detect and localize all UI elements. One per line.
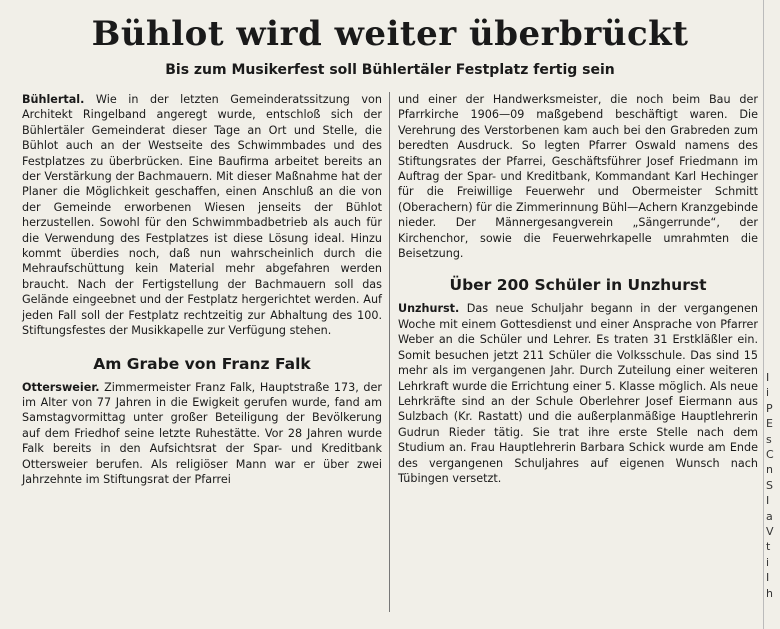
fragment-line: a <box>766 509 773 523</box>
fragment-line: I <box>766 571 770 585</box>
fragment-line: I <box>766 494 770 508</box>
article-buehlot-body: Wie in der letzten Gemeinderatssitzung von Architekt Ringelband angeregt wurde, entschloß sich der Bühlertäler Gemeinderat dieser Tage an Ort und Stelle, die Bühlot auch an der Westseite des Schwimmbades und des Festplatzes zu überbrücken. Eine Baufirma arbeitet bereits an der Verstärkung der Bachmauern. Mit dieser Maßnahme hat der Planer die Möglichkeit geschaffen, einen Anschluß an die von der Gemeinde erworbenen Wiesen jenseits der Bühlot herzustellen. Sowohl für den Schwimmbadbetrieb als auch für die Verwendung des Festplatzes ist diese Lösung ideal. Hinzu kommt überdies noch, daß nun wahrscheinlich durch die Mehraufschüttung kein Material mehr abgefahren werden braucht. Nach der Fertigstellung der Bachmauern soll das Gelände eingeebnet und der Festplatz hergerichtet werden. Auf jeden Fall soll der Festplatz rechtzeitig zur Abhaltung des 100. Stiftungsfestes der Musikkapelle zur Verfügung stehen. <box>22 93 382 338</box>
fragment-line: t <box>766 540 771 554</box>
section-title-falk: Am Grabe von Franz Falk <box>93 354 311 373</box>
adjacent-column-fragment <box>766 370 780 601</box>
article-falk-body-left: Zimmermeister Franz Falk, Hauptstraße 173, der im Alter von 77 Jahren in die Ewigkeit gerufen wurde, fand am Samstagvormittag unter großer Beteiligung der Bevölkerung auf dem Friedhof seine letzte Ruhestätte. Vor 28 Jahren wurde Falk bereits in den Aufsichtsrat der Spar- und Kreditbank Ottersweier berufen. Als religiöser Mann war er über zwei Jahrzehnte im Stiftungsrat der Pfarrei <box>22 380 383 486</box>
fragment-line: h <box>766 586 773 600</box>
article-unzhurst-paragraph <box>398 301 758 486</box>
section-title-unzhurst: Über 200 Schüler in Unzhurst <box>449 276 707 295</box>
fragment-line: C <box>766 448 774 462</box>
article-falk-continuation: und einer der Handwerksmeister, die noch beim Bau der Pfarrkirche 1906—09 maßgebend beschäftigt waren. Die Verehrung des Verstorbenen kam auch bei den Grabreden zum beredten Ausdruck. So legten Pfarrer Oswald namens des Stiftungsrates der Pfarrei, Geschäftsführer Josef Friedmann im Auftrag der Spar- und Kreditbank, Kommandant Karl Hechinger für die Freiwillige Feuerwehr und Obermeister Schmitt (Oberachern) für die Zimmerinnung Bühl—Achern Kranzgebinde nieder. Der Männergesangverein „Sängerrunde“, der Kirchenchor, sowie die Feuerwehrkapelle umrahmten die Beisetzung. <box>398 93 758 261</box>
article-buehlot-paragraph <box>22 92 382 339</box>
fragment-line: S <box>766 478 773 492</box>
fragment-line: I <box>766 371 770 384</box>
fragment-line: P <box>766 401 773 415</box>
fragment-line: E <box>766 417 773 431</box>
right-column <box>398 92 758 486</box>
fragment-line: i <box>766 555 770 569</box>
article-falk-paragraph <box>22 380 382 488</box>
article-unzhurst-body: Das neue Schuljahr begann in der vergangenen Woche mit einem Gottesdienst und einer Ansprache von Pfarrer Weber an die Schüler und Lehrer. Es traten 31 Erstkläßler ein. Somit besuchen jetzt 211 Schüler die Volksschule. Das sind 15 mehr als im vergangenen Jahr. Durch Zuteilung einer weiteren Lehrkraft wurde die Errichtung einer 5. Klasse möglich. Als neue Lehrkräfte sind an der Schule Oberlehrer Josef Eiermann aus Sulzbach (Kr. Rastatt) und die außerplanmäßige Hauptlehrerin Gudrun Rieder tätig. Sie trat ihre erste Stelle nach dem Studium an. Frau Hauptlehrerin Barbara Schick wurde am Ende des vergangenen Schuljahres auf eigenen Wunsch nach Tübingen versetzt. <box>398 302 758 485</box>
subheadline: Bis zum Musikerfest soll Bühlertäler Festplatz fertig sein <box>165 62 615 78</box>
dateline-unzhurst: Unzhurst. <box>398 302 460 316</box>
dateline-buehlertal: Bühlertal. <box>22 93 85 106</box>
fragment-line: i <box>766 386 770 400</box>
edge-column-divider <box>763 0 764 629</box>
fragment-line: s <box>766 432 772 446</box>
column-divider <box>389 92 390 612</box>
left-column <box>22 92 382 487</box>
dateline-ottersweier: Ottersweier. <box>22 380 100 394</box>
headline: Bühlot wird weiter überbrückt <box>91 14 689 54</box>
fragment-line: V <box>766 525 774 539</box>
fragment-line: n <box>766 463 773 477</box>
